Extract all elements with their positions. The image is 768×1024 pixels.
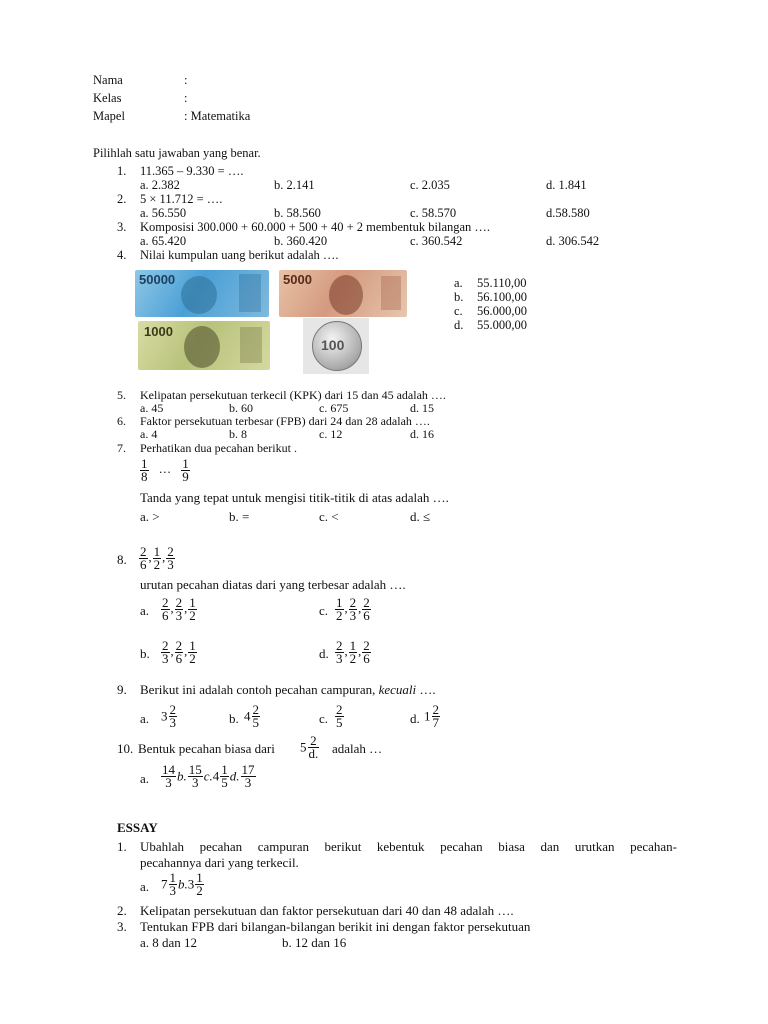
- q3-option-a: a. 65.420: [140, 234, 187, 248]
- q9-option-b-value: [244, 704, 261, 729]
- numerator: 1: [153, 544, 161, 559]
- q4-option-c-letter: c.: [454, 304, 463, 318]
- comma: ,: [344, 601, 348, 616]
- q7-option-a: a. >: [140, 509, 160, 524]
- q7-fractions: [139, 458, 191, 483]
- fraction: [175, 640, 184, 665]
- whole: 3: [161, 708, 168, 724]
- comma: ,: [148, 550, 152, 565]
- q6-option-c: c. 12: [319, 427, 343, 441]
- q1-option-b: b. 2.141: [274, 178, 315, 192]
- q9-option-c-letter: c.: [319, 711, 329, 726]
- essay-3-number: 3.: [117, 919, 127, 934]
- q3-option-d: d. 306.542: [546, 234, 600, 248]
- instruction: Pilihlah satu jawaban yang benar.: [93, 146, 261, 160]
- essay-3-option-b: b. 12 dan 16: [282, 935, 347, 950]
- fraction: [195, 872, 204, 897]
- q8-option-a-fractions: [160, 597, 198, 622]
- q7-option-b: b. =: [229, 509, 250, 524]
- q6-number: 6.: [117, 414, 126, 428]
- whole: 4: [244, 708, 251, 724]
- q8-fractions: [138, 546, 176, 571]
- fraction: [349, 597, 358, 622]
- q8-number: 8.: [117, 552, 127, 567]
- numerator: 2: [363, 595, 370, 610]
- essay-title: ESSAY: [117, 820, 158, 835]
- q9-text-line: [140, 683, 436, 697]
- q4-option-b-letter: b.: [454, 290, 464, 304]
- coin-100-value: 100: [321, 337, 345, 353]
- q4-option-a-letter: a.: [454, 276, 463, 290]
- essay-2-text: Kelipatan persekutuan dan faktor persekutuan dari 40 dan 48 adalah ….: [140, 903, 514, 918]
- essay-3-option-a: a. 8 dan 12: [140, 935, 198, 950]
- denominator: 2: [189, 608, 196, 623]
- banknote-50000-image: [135, 270, 269, 317]
- comma: ,: [170, 644, 174, 659]
- numerator: 14: [162, 762, 175, 777]
- q5-number: 5.: [117, 388, 126, 402]
- numerator: 15: [188, 762, 202, 777]
- essay-1-option-b-letter: b.: [178, 876, 188, 892]
- fraction: [166, 546, 175, 571]
- denominator: 3: [244, 775, 252, 790]
- numerator: 1: [349, 638, 357, 653]
- numerator: 2: [162, 595, 169, 610]
- essay-1-number: 1.: [117, 839, 127, 854]
- q10-option-c-letter: c.: [203, 768, 213, 784]
- q10-option-b-fraction: [188, 764, 203, 789]
- numerator: 2: [349, 595, 357, 610]
- q10-option-d-fraction: [241, 764, 256, 789]
- whole: 1: [424, 708, 431, 724]
- q10-options-math: [160, 764, 257, 789]
- q7-option-d: d. ≤: [410, 509, 431, 524]
- q5-text: Kelipatan persekutuan terkecil (KPK) dari 15 dan 45 adalah ….: [140, 388, 446, 402]
- q1-option-d: d. 1.841: [546, 178, 587, 192]
- q4-text: Nilai kumpulan uang berikut adalah ….: [140, 248, 339, 262]
- q2-option-d: d.58.580: [546, 206, 590, 220]
- fraction: [161, 597, 170, 622]
- q9-option-d-value: [424, 704, 441, 729]
- q2-text: 5 × 11.712 = ….: [140, 192, 223, 206]
- numerator: 2: [175, 638, 183, 653]
- denominator: 2: [189, 651, 196, 666]
- denominator: 5: [221, 775, 228, 790]
- nama-colon: :: [184, 73, 188, 87]
- q10-text: Bentuk pecahan biasa dari: [138, 741, 275, 756]
- fraction: [252, 704, 261, 729]
- denominator: 9: [182, 469, 189, 484]
- banknote-5000-value: 5000: [283, 272, 312, 287]
- q7-text: Perhatikan dua pecahan berikut .: [140, 441, 297, 455]
- q7-dots: …: [158, 462, 172, 477]
- q4-option-d-value: 55.000,00: [477, 318, 527, 332]
- numerator: 2: [432, 702, 439, 717]
- q1-option-c: c. 2.035: [410, 178, 450, 192]
- whole: 3: [187, 876, 195, 892]
- q6-option-d: d. 16: [410, 427, 434, 441]
- fraction: [308, 735, 320, 760]
- whole: 7: [161, 876, 168, 892]
- q1-option-a: a. 2.382: [140, 178, 180, 192]
- q6-text: Faktor persekutuan terbesar (FPB) dari 24 dan 28 adalah ….: [140, 414, 430, 428]
- q8-subtext: urutan pecahan diatas dari yang terbesar adalah ….: [140, 577, 406, 592]
- q8-option-d-fractions: [334, 640, 372, 665]
- q7-fraction-1: [140, 458, 149, 483]
- fraction: [139, 546, 148, 571]
- q4-number: 4.: [117, 248, 127, 262]
- q3-text: Komposisi 300.000 + 60.000 + 500 + 40 + 2 membentuk bilangan ….: [140, 220, 491, 234]
- q8-option-b-letter: b.: [140, 646, 150, 661]
- fraction: [161, 640, 170, 665]
- banknote-5000-image: [279, 270, 407, 317]
- q10-option-d-letter: d.: [229, 768, 240, 784]
- q10-option-c-fraction: [220, 764, 229, 789]
- fraction: [335, 640, 344, 665]
- fraction: [169, 872, 178, 897]
- q8-option-d-letter: d.: [319, 646, 329, 661]
- q10-option-a-fraction: [161, 764, 176, 789]
- numerator: 1: [336, 595, 343, 610]
- denominator: 7: [432, 715, 439, 730]
- numerator: 1: [182, 456, 189, 471]
- fraction: [175, 597, 184, 622]
- q7-number: 7.: [117, 441, 126, 455]
- numerator: 17: [241, 762, 255, 777]
- q9-option-a-letter: a.: [140, 711, 150, 726]
- fraction: [349, 640, 358, 665]
- q8-option-c-letter: c.: [319, 603, 329, 618]
- q3-option-b: b. 360.420: [274, 234, 328, 248]
- q9-option-a-value: [161, 704, 178, 729]
- comma: ,: [358, 644, 362, 659]
- q2-option-a: a. 56.550: [140, 206, 187, 220]
- denominator: 3: [169, 883, 176, 898]
- numerator: 2: [162, 638, 169, 653]
- comma: ,: [184, 601, 188, 616]
- q2-option-c: c. 58.570: [410, 206, 457, 220]
- numerator: 1: [169, 870, 176, 885]
- fraction: [335, 597, 344, 622]
- numerator: 2: [167, 544, 174, 559]
- fraction: [169, 704, 178, 729]
- q2-option-b: b. 58.560: [274, 206, 321, 220]
- denominator: d.: [308, 746, 319, 761]
- q9-kecuali: kecuali: [378, 682, 417, 697]
- numerator: 1: [221, 762, 228, 777]
- q3-number: 3.: [117, 220, 127, 234]
- q5-option-b: b. 60: [229, 401, 253, 415]
- numerator: 2: [140, 544, 147, 559]
- q7-fraction-2: [181, 458, 190, 483]
- q5-option-d: d. 15: [410, 401, 434, 415]
- whole: 4: [212, 768, 220, 784]
- q10-number: 10.: [117, 741, 134, 756]
- kelas-colon: :: [184, 91, 188, 105]
- coin-100-image: [303, 318, 369, 374]
- denominator: 6: [140, 557, 147, 572]
- q10-mixed-fraction: [300, 735, 320, 760]
- q7-subtext: Tanda yang tepat untuk mengisi titik-titik di atas adalah ….: [140, 490, 449, 505]
- q9-text: Berikut ini adalah contoh pecahan campuran,: [140, 682, 376, 697]
- q4-option-a-value: 55.110,00: [477, 276, 527, 290]
- numerator: 2: [175, 595, 183, 610]
- q7-option-c: c. <: [319, 509, 339, 524]
- q10-end: adalah …: [332, 741, 383, 756]
- q8-option-b-fractions: [160, 640, 198, 665]
- q8-option-a-letter: a.: [140, 603, 150, 618]
- q10-option-b-letter: b.: [177, 768, 187, 784]
- q5-option-c: c. 675: [319, 401, 349, 415]
- denominator: 5: [336, 715, 343, 730]
- denominator: 3: [349, 608, 357, 623]
- denominator: 6: [363, 608, 370, 623]
- denominator: 6: [175, 651, 183, 666]
- numerator: 1: [189, 595, 196, 610]
- whole: 5: [300, 739, 307, 755]
- essay-1-option-a-letter: a.: [140, 879, 150, 894]
- numerator: 2: [308, 735, 320, 748]
- fraction: [362, 597, 371, 622]
- banknote-50000-value: 50000: [139, 272, 176, 287]
- mapel-label: Mapel: [93, 109, 125, 123]
- q9-option-c-value: [334, 704, 345, 729]
- fraction: [432, 704, 441, 729]
- q8-option-c-fractions: [334, 597, 372, 622]
- fraction: [188, 640, 197, 665]
- comma: ,: [358, 601, 362, 616]
- q4-option-c-value: 56.000,00: [477, 304, 527, 318]
- numerator: 1: [189, 638, 196, 653]
- fraction: [188, 597, 197, 622]
- comma: ,: [344, 644, 348, 659]
- nama-label: Nama: [93, 73, 123, 87]
- mapel-value: : Matematika: [184, 109, 251, 123]
- fraction: [362, 640, 371, 665]
- q3-option-c: c. 360.542: [410, 234, 463, 248]
- essay-1-text-line2: pecahannya dari yang terkecil.: [140, 855, 299, 870]
- denominator: 2: [196, 883, 203, 898]
- denominator: 6: [162, 608, 169, 623]
- q9-option-d-letter: d.: [410, 711, 420, 726]
- denominator: 6: [363, 651, 370, 666]
- fraction: [153, 546, 162, 571]
- kelas-label: Kelas: [93, 91, 122, 105]
- q2-number: 2.: [117, 192, 127, 206]
- denominator: 3: [192, 775, 199, 790]
- banknote-1000-value: 1000: [144, 324, 173, 339]
- essay-1-options-math: [161, 872, 205, 897]
- numerator: 2: [363, 638, 370, 653]
- essay-2-number: 2.: [117, 903, 127, 918]
- denominator: 8: [141, 469, 148, 484]
- denominator: 3: [175, 608, 183, 623]
- q1-text: 11.365 – 9.330 = ….: [140, 164, 244, 178]
- comma: ,: [184, 644, 188, 659]
- q9-end: ….: [419, 682, 436, 697]
- numerator: 1: [141, 456, 148, 471]
- comma: ,: [162, 550, 166, 565]
- q6-option-b: b. 8: [229, 427, 247, 441]
- denominator: 3: [167, 557, 174, 572]
- denominator: 2: [153, 557, 161, 572]
- q10-option-a-letter: a.: [140, 771, 150, 786]
- denominator: 5: [252, 715, 259, 730]
- denominator: 3: [162, 651, 169, 666]
- comma: ,: [170, 601, 174, 616]
- numerator: 2: [252, 702, 259, 717]
- q5-option-a: a. 45: [140, 401, 164, 415]
- denominator: 3: [169, 715, 176, 730]
- denominator: 2: [349, 651, 357, 666]
- denominator: 2: [336, 608, 343, 623]
- essay-3-text: Tentukan FPB dari bilangan-bilangan berikit ini dengan faktor persekutuan: [140, 919, 531, 934]
- fraction: [335, 704, 344, 729]
- numerator: 2: [336, 702, 343, 717]
- q4-option-d-letter: d.: [454, 318, 464, 332]
- banknote-1000-image: [138, 321, 270, 370]
- q4-option-b-value: 56.100,00: [477, 290, 527, 304]
- numerator: 2: [336, 638, 343, 653]
- essay-1-text-line1: Ubahlah pecahan campuran berikut kebentuk pecahan biasa dan urutkan pecahan-: [140, 839, 677, 854]
- q9-number: 9.: [117, 682, 127, 697]
- q9-option-b-letter: b.: [229, 711, 239, 726]
- denominator: 3: [165, 775, 172, 790]
- q1-number: 1.: [117, 164, 127, 178]
- q6-option-a: a. 4: [140, 427, 158, 441]
- numerator: 1: [196, 870, 203, 885]
- numerator: 2: [169, 702, 176, 717]
- denominator: 3: [336, 651, 343, 666]
